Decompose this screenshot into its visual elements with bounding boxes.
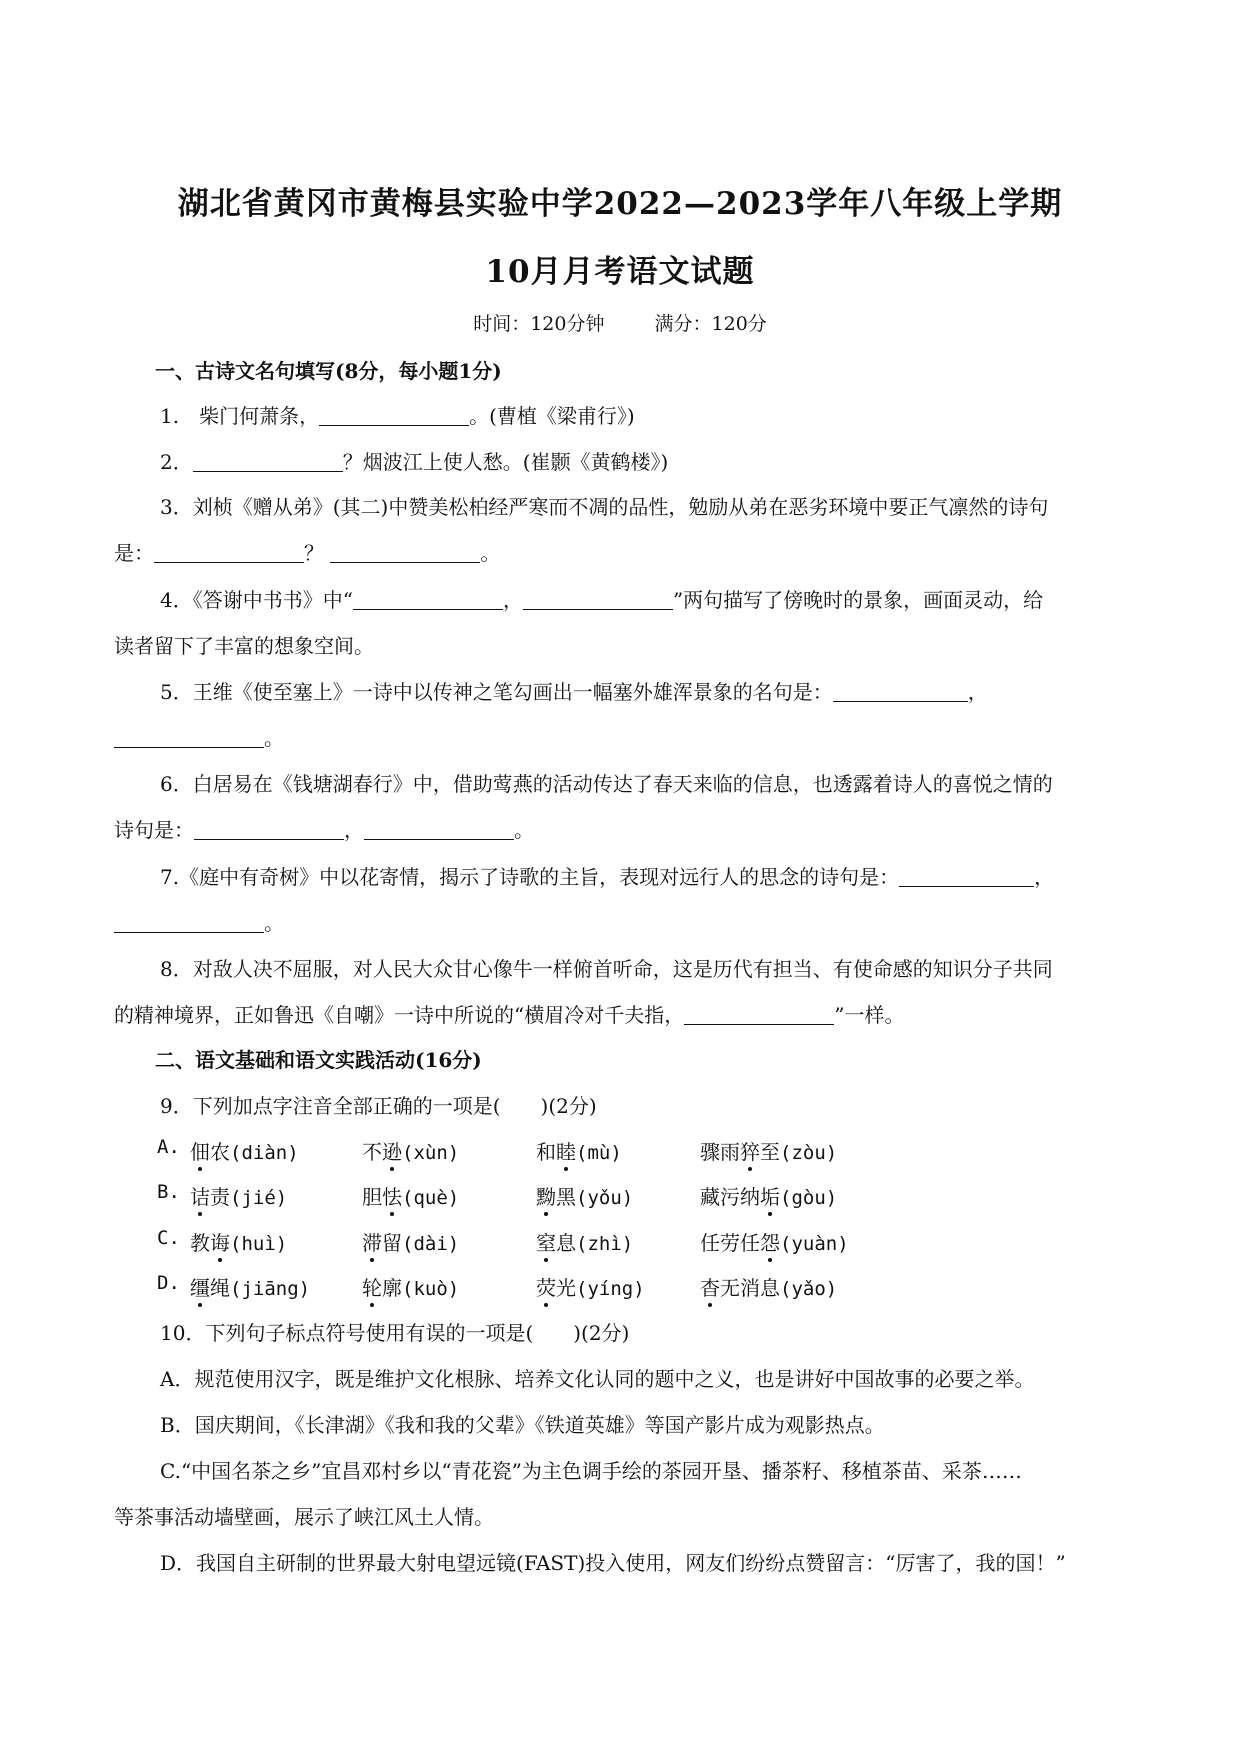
answer-blank[interactable]	[833, 681, 968, 702]
question-8-line-2	[114, 999, 904, 1028]
q8-end: ”一样。	[834, 1003, 905, 1027]
q6-end: 。	[514, 818, 534, 842]
q10-option-d[interactable]: D．我国自主研制的世界最大射电望远镜(FAST)投入使用，网友们纷纷点赞留言：“厉害了，我的国！”	[160, 1551, 1066, 1575]
pinyin: (dài)	[402, 1233, 460, 1255]
dotted-character: 怨	[760, 1231, 780, 1255]
q9-option-word: 和睦(mù)	[536, 1140, 622, 1164]
pinyin: (xùn)	[402, 1142, 460, 1164]
pinyin: (yǎo)	[780, 1278, 838, 1300]
q2-number: 2．	[160, 450, 193, 474]
q4-suffix: ”两句描写了傍晚时的景象，画面灵动，给	[672, 588, 1044, 612]
pinyin: (zòu)	[780, 1142, 838, 1164]
q9-option-label[interactable]: B.	[157, 1181, 180, 1203]
question-2	[160, 446, 668, 475]
q9-option-label[interactable]: C.	[157, 1227, 180, 1249]
q4-mid: ，	[502, 588, 523, 612]
answer-blank[interactable]	[319, 405, 469, 426]
answer-blank[interactable]	[364, 819, 514, 840]
pinyin: (yuàn)	[780, 1233, 849, 1255]
q8-text: 的精神境界，正如鲁迅《自嘲》一诗中所说的“横眉冷对千夫指，	[114, 1003, 685, 1027]
q6-prefix: 诗句是：	[114, 818, 194, 842]
pinyin: (yǒu)	[576, 1187, 634, 1209]
q9-option-word: 胆怯(què)	[362, 1185, 460, 1209]
q2-text: ？烟波江上使人愁。(崔颢《黄鹤楼》)	[342, 450, 669, 474]
q9-option-word: 杳无消息(yǎo)	[700, 1276, 838, 1300]
question-5-line-2	[114, 722, 284, 751]
question-3-line-1: 3．刘桢《赠从弟》(其二)中赞美松柏经严寒而不凋的品性，勉励从弟在恶劣环境中要正气凛然的诗句	[160, 495, 1049, 519]
answer-blank[interactable]	[154, 542, 304, 563]
answer-blank[interactable]	[114, 727, 264, 748]
question-4-line-2: 读者留下了丰富的想象空间。	[114, 634, 374, 658]
answer-blank[interactable]	[353, 589, 503, 610]
q10-option-c-line-1[interactable]: C.“中国名茶之乡”宜昌邓村乡以“青花瓷”为主色调手绘的茶园开垦、播茶籽、移植茶苗、采茶……	[160, 1459, 1022, 1483]
pinyin: (gòu)	[780, 1187, 838, 1209]
question-7-line-2	[114, 907, 284, 936]
q7-comma: ，	[1034, 865, 1055, 889]
question-6-line-2	[114, 814, 534, 843]
answer-blank[interactable]	[899, 866, 1034, 887]
q4-prefix: 4．《答谢中书书》中“	[160, 588, 353, 612]
q9-option-label[interactable]: D.	[157, 1272, 180, 1294]
answer-blank[interactable]	[330, 542, 480, 563]
dotted-character: 杳	[700, 1276, 720, 1300]
pinyin: (huì)	[230, 1233, 288, 1255]
section-2-heading: 二、语文基础和语文实践活动(16分)	[155, 1048, 482, 1072]
q6-mid: ，	[344, 818, 364, 842]
time-label: 时间：120分钟	[473, 313, 605, 335]
question-7-line-1	[160, 861, 1054, 890]
pinyin: (què)	[402, 1187, 460, 1209]
q9-option-label[interactable]: A.	[157, 1136, 180, 1158]
dotted-character: 怯	[382, 1185, 402, 1209]
q9-option-word: 藏污纳垢(gòu)	[700, 1185, 838, 1209]
question-10: 10．下列句子标点符号使用有误的一项是( )(2分)	[160, 1321, 630, 1345]
q1-text: 1. 柴门何萧条，	[160, 404, 320, 428]
dotted-character: 轮	[362, 1276, 382, 1300]
q9-option-word: 骤雨猝至(zòu)	[700, 1140, 838, 1164]
dotted-character: 逊	[382, 1140, 402, 1164]
q9-option-word: 教诲(huì)	[190, 1231, 288, 1255]
answer-blank[interactable]	[114, 912, 264, 933]
pinyin: (diàn)	[230, 1142, 299, 1164]
pinyin: (kuò)	[402, 1278, 460, 1300]
dotted-character: 猝	[740, 1140, 760, 1164]
question-3-line-2	[114, 537, 500, 566]
q5-text: 5．王维《使至塞上》一诗中以传神之笔勾画出一幅塞外雄浑景象的名句是：	[160, 680, 833, 704]
pinyin: (jié)	[230, 1187, 288, 1209]
question-9: 9．下列加点字注音全部正确的一项是( )(2分)	[160, 1094, 597, 1118]
dotted-character: 荧	[536, 1276, 556, 1300]
dotted-character: 窒	[536, 1231, 556, 1255]
q9-option-word: 窒息(zhì)	[536, 1231, 634, 1255]
q9-option-word: 佃农(diàn)	[190, 1140, 299, 1164]
q9-option-word: 轮廓(kuò)	[362, 1276, 460, 1300]
q5-comma: ，	[967, 680, 988, 704]
question-6-line-1: 6．白居易在《钱塘湖春行》中，借助莺燕的活动传达了春天来临的信息，也透露着诗人的喜悦之情的	[160, 772, 1053, 796]
question-4-line-1	[160, 584, 1043, 613]
dotted-character: 佃	[190, 1140, 210, 1164]
pinyin: (zhì)	[576, 1233, 634, 1255]
question-1	[160, 400, 635, 429]
dotted-character: 诲	[210, 1231, 230, 1255]
q3-mid: ？	[304, 541, 324, 565]
q3-prefix: 是：	[114, 541, 154, 565]
dotted-character: 诘	[190, 1185, 210, 1209]
q5-end: 。	[264, 726, 284, 750]
q9-option-word: 缰绳(jiāng)	[190, 1276, 311, 1300]
q3-end: 。	[480, 541, 501, 565]
dotted-character: 垢	[760, 1185, 780, 1209]
pinyin: (yíng)	[576, 1278, 645, 1300]
question-8-line-1: 8．对敌人决不屈服，对人民大众甘心像牛一样俯首听命，这是历代有担当、有使命感的知识分子共同	[160, 957, 1053, 981]
title-line-1: 湖北省黄冈市黄梅县实验中学2022—2023学年八年级上学期	[177, 186, 1063, 222]
answer-blank[interactable]	[684, 1004, 834, 1025]
answer-blank[interactable]	[194, 819, 344, 840]
q9-option-word: 不逊(xùn)	[362, 1140, 460, 1164]
score-label: 满分：120分	[654, 313, 767, 335]
dotted-character: 滞	[362, 1231, 382, 1255]
dotted-character: 睦	[556, 1140, 576, 1164]
section-1-heading: 一、古诗文名句填写(8分，每小题1分)	[155, 359, 502, 383]
q9-option-word: 黝黑(yǒu)	[536, 1185, 634, 1209]
answer-blank[interactable]	[523, 589, 673, 610]
q9-option-word: 任劳任怨(yuàn)	[700, 1231, 849, 1255]
exam-meta	[0, 309, 1240, 336]
dotted-character: 黝	[536, 1185, 556, 1209]
q1-source: 。(曹植《梁甫行》)	[469, 404, 635, 428]
q9-option-word: 滞留(dài)	[362, 1231, 460, 1255]
pinyin: (mù)	[576, 1142, 622, 1164]
dotted-character: 缰	[190, 1276, 210, 1300]
q7-text: 7.《庭中有奇树》中以花寄情，揭示了诗歌的主旨，表现对远行人的思念的诗句是：	[160, 865, 900, 889]
answer-blank[interactable]	[193, 451, 343, 472]
q10-option-b[interactable]: B．国庆期间，《长津湖》《我和我的父辈》《铁道英雄》等国产影片成为观影热点。	[160, 1413, 885, 1437]
question-5-line-1	[160, 676, 988, 705]
q7-end: 。	[264, 911, 284, 935]
pinyin: (jiāng)	[230, 1278, 311, 1300]
q10-option-a[interactable]: A．规范使用汉字，既是维护文化根脉、培养文化认同的题中之义，也是讲好中国故事的必要之举。	[160, 1367, 1035, 1391]
q10-option-c-line-2: 等茶事活动墙壁画，展示了峡江风土人情。	[114, 1505, 494, 1529]
q9-option-word: 荧光(yíng)	[536, 1276, 645, 1300]
q9-option-word: 诘责(jié)	[190, 1185, 288, 1209]
title-line-2: 10月月考语文试题	[485, 254, 755, 290]
